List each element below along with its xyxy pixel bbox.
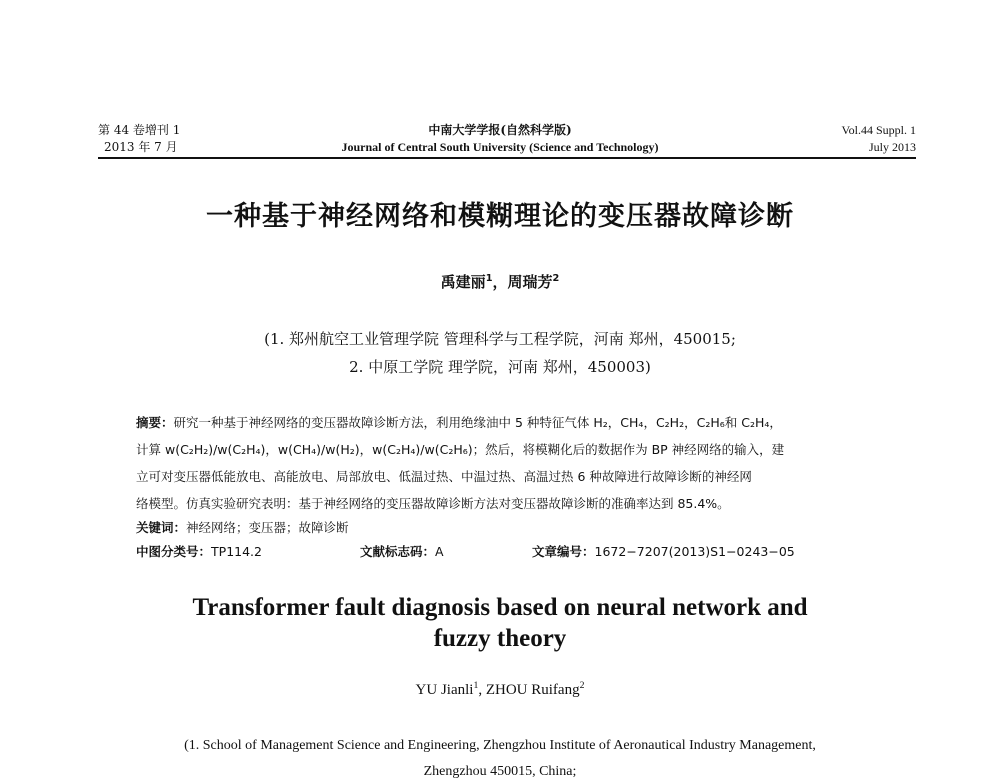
doc-code-label: 文献标志码：	[360, 544, 436, 559]
document-code	[360, 539, 444, 565]
author-en-2-sup: 2	[579, 680, 585, 691]
header-volume: 第 44 卷增刊 1	[98, 123, 181, 137]
keywords-cn	[136, 517, 881, 539]
header-date: 2013 年 7 月	[104, 140, 178, 154]
authors-en	[0, 682, 1000, 699]
header-journal-en: Journal of Central South University (Science and Technology)	[341, 140, 659, 154]
clc-label: 中图分类号：	[136, 544, 212, 559]
clc-value: TP114.2	[211, 544, 262, 559]
keywords-label: 关键词：	[136, 520, 187, 535]
abstract-text-1: 研究一种基于神经网络的变压器故障诊断方法，利用绝缘油中 5 种特征气体 H₂，CH₄，C₂H₂，C₂H₆和 C₂H₄，	[173, 415, 782, 430]
abstract-cn	[136, 409, 881, 565]
author-cn-2: 周瑞芳	[507, 273, 553, 291]
page-title-cn: 一种基于神经网络和模糊理论的变压器故障诊断	[206, 201, 794, 232]
affiliation-en-1: (1. School of Management Science and Engineering, Zhengzhou Institute of Aeronautical Industry Management,	[184, 738, 816, 753]
title-en-line-2: fuzzy theory	[433, 625, 567, 652]
affiliation-cn-2: 2. 中原工学院 理学院，河南 郑州，450003)	[349, 358, 651, 376]
author-cn-1: 禹建丽	[440, 273, 486, 291]
author-en-sep: ,	[478, 682, 486, 698]
keywords-text: 神经网络；变压器；故障诊断	[186, 520, 349, 535]
abstract-label: 摘要：	[136, 415, 174, 430]
author-en-1-sup: 1	[473, 680, 479, 691]
classification-row	[136, 539, 881, 565]
affiliation-cn-1: (1. 郑州航空工业管理学院 管理科学与工程学院，河南 郑州，450015;	[264, 330, 736, 348]
header-rule	[98, 157, 916, 159]
abstract-line-1	[136, 409, 881, 436]
author-cn-sep: ，	[492, 273, 508, 291]
author-en-1: YU Jianli	[415, 682, 474, 698]
article-no-label: 文章编号：	[532, 544, 595, 559]
authors-cn	[0, 271, 1000, 292]
article-no-value: 1672−7207(2013)S1−0243−05	[594, 544, 795, 559]
abstract-line-2: 计算 w(C₂H₂)/w(C₂H₄)，w(CH₄)/w(H₂)，w(C₂H₄)/w(C₂H₆)；然后，将模糊化后的数据作为 BP 神经网络的输入，建	[136, 442, 785, 457]
header-vol-en: Vol.44 Suppl. 1	[841, 123, 916, 137]
title-en-line-1: Transformer fault diagnosis based on neural network and	[192, 594, 808, 621]
affiliation-en-2: Zhengzhou 450015, China;	[423, 764, 577, 779]
author-en-2: ZHOU Ruifang	[485, 682, 580, 698]
abstract-line-3: 立可对变压器低能放电、高能放电、局部放电、低温过热、中温过热、高温过热 6 种故障进行故障诊断的神经网	[136, 469, 752, 484]
article-number	[532, 539, 795, 565]
header-date-en: July 2013	[868, 140, 916, 154]
clc-number	[136, 539, 262, 565]
author-cn-2-sup: 2	[552, 273, 560, 284]
header-volume-en	[842, 122, 916, 156]
page-title-en	[0, 592, 1000, 654]
header-journal-cn: 中南大学学报(自然科学版)	[428, 123, 572, 137]
abstract-line-4: 络模型。仿真实验研究表明：基于神经网络的变压器故障诊断方法对变压器故障诊断的准确率达到 85.4%。	[136, 496, 730, 511]
author-cn-1-sup: 1	[485, 273, 493, 284]
doc-code-value: A	[435, 544, 444, 559]
